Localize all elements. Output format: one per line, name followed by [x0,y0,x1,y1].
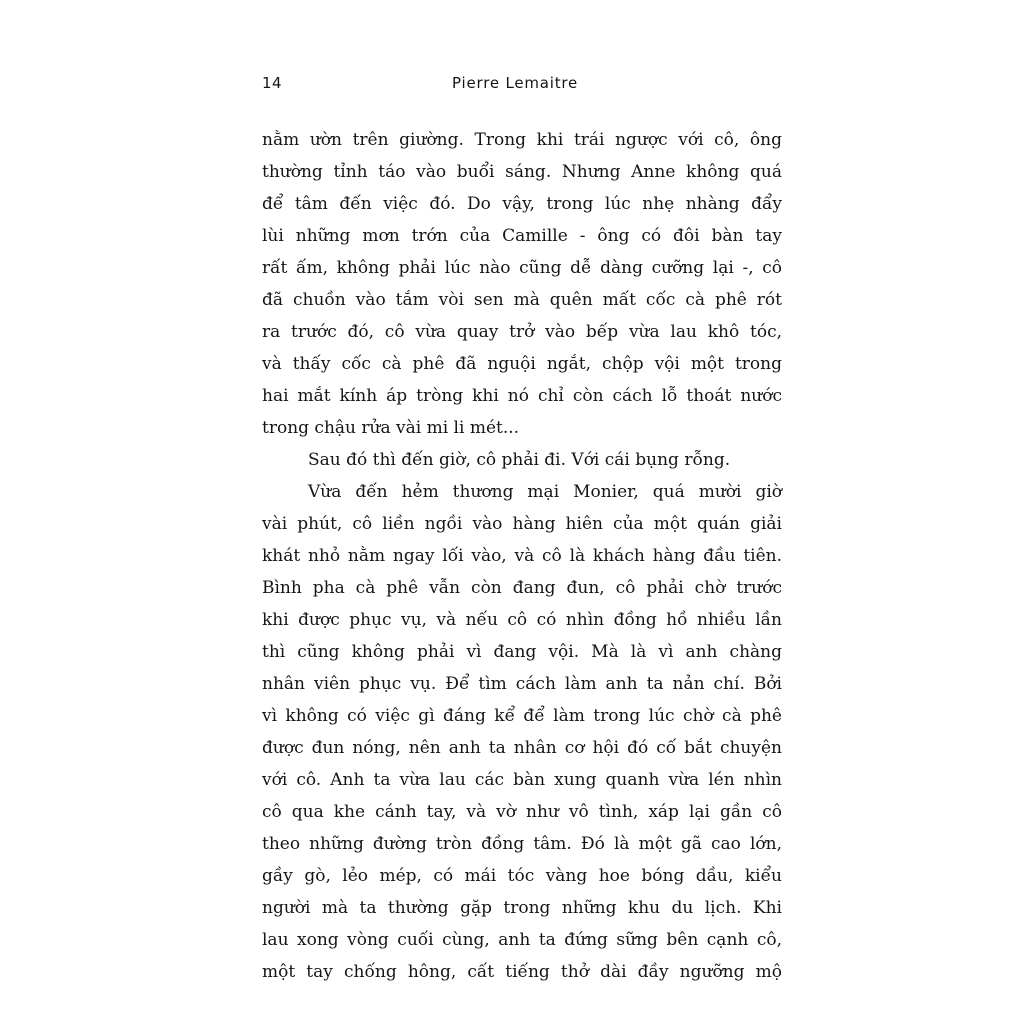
text-line: để tâm đến việc đó. Do vậy, trong lúc nhẹ nhàng đẩy [262,194,782,214]
text-line: và thấy cốc cà phê đã nguội ngắt, chộp vội một trong [262,354,782,374]
text-line: đã chuồn vào tắm vòi sen mà quên mất cốc cà phê rót [262,290,782,310]
text-line: trong chậu rửa vài mi li mét... [262,418,520,438]
text-line: thì cũng không phải vì đang vội. Mà là vì anh chàng [262,642,782,662]
text-line: Bình pha cà phê vẫn còn đang đun, cô phải chờ trước [262,578,782,598]
text-line: nằm ườn trên giường. Trong khi trái ngược với cô, ông [262,130,782,150]
text-line: ra trước đó, cô vừa quay trở vào bếp vừa lau khô tóc, [262,322,782,342]
text-line: khi được phục vụ, và nếu cô có nhìn đồng hồ nhiều lần [262,610,782,630]
text-line: gầy gò, lẻo mép, có mái tóc vàng hoe bóng dầu, kiểu [262,866,782,886]
text-line: được đun nóng, nên anh ta nhân cơ hội đó cố bắt chuyện [262,738,782,758]
text-line: hai mắt kính áp tròng khi nó chỉ còn cách lỗ thoát nước [262,386,782,406]
text-line: thường tỉnh táo vào buổi sáng. Nhưng Anne không quá [262,162,782,182]
paragraph-start-line: Sau đó thì đến giờ, cô phải đi. Với cái bụng rỗng. [308,450,731,470]
page-number: 14 [262,74,283,92]
running-header [262,74,782,96]
paragraph-start-line: Vừa đến hẻm thương mại Monier, quá mười giờ [308,482,782,502]
text-line: khát nhỏ nằm ngay lối vào, và cô là khách hàng đầu tiên. [262,546,782,566]
text-line: theo những đường tròn đồng tâm. Đó là một gã cao lớn, [262,834,782,854]
text-line: với cô. Anh ta vừa lau các bàn xung quanh vừa lén nhìn [262,770,782,790]
text-line: vì không có việc gì đáng kể để làm trong lúc chờ cà phê [262,706,782,726]
body-text [262,124,782,988]
text-line: lau xong vòng cuối cùng, anh ta đứng sững bên cạnh cô, [262,930,782,950]
text-line: rất ấm, không phải lúc nào cũng dễ dàng cưỡng lại -, cô [262,258,782,278]
text-line: người mà ta thường gặp trong những khu du lịch. Khi [262,898,782,918]
running-header-author: Pierre Lemaitre [452,74,579,92]
text-line: nhân viên phục vụ. Để tìm cách làm anh ta nản chí. Bởi [262,674,782,694]
text-line: vài phút, cô liền ngồi vào hàng hiên của một quán giải [262,514,782,534]
text-line: lùi những mơn trớn của Camille - ông có đôi bàn tay [262,226,782,246]
text-line: cô qua khe cánh tay, và vờ như vô tình, xáp lại gần cô [262,802,782,822]
text-line: một tay chống hông, cất tiếng thở dài đầy ngưỡng mộ [262,962,782,982]
